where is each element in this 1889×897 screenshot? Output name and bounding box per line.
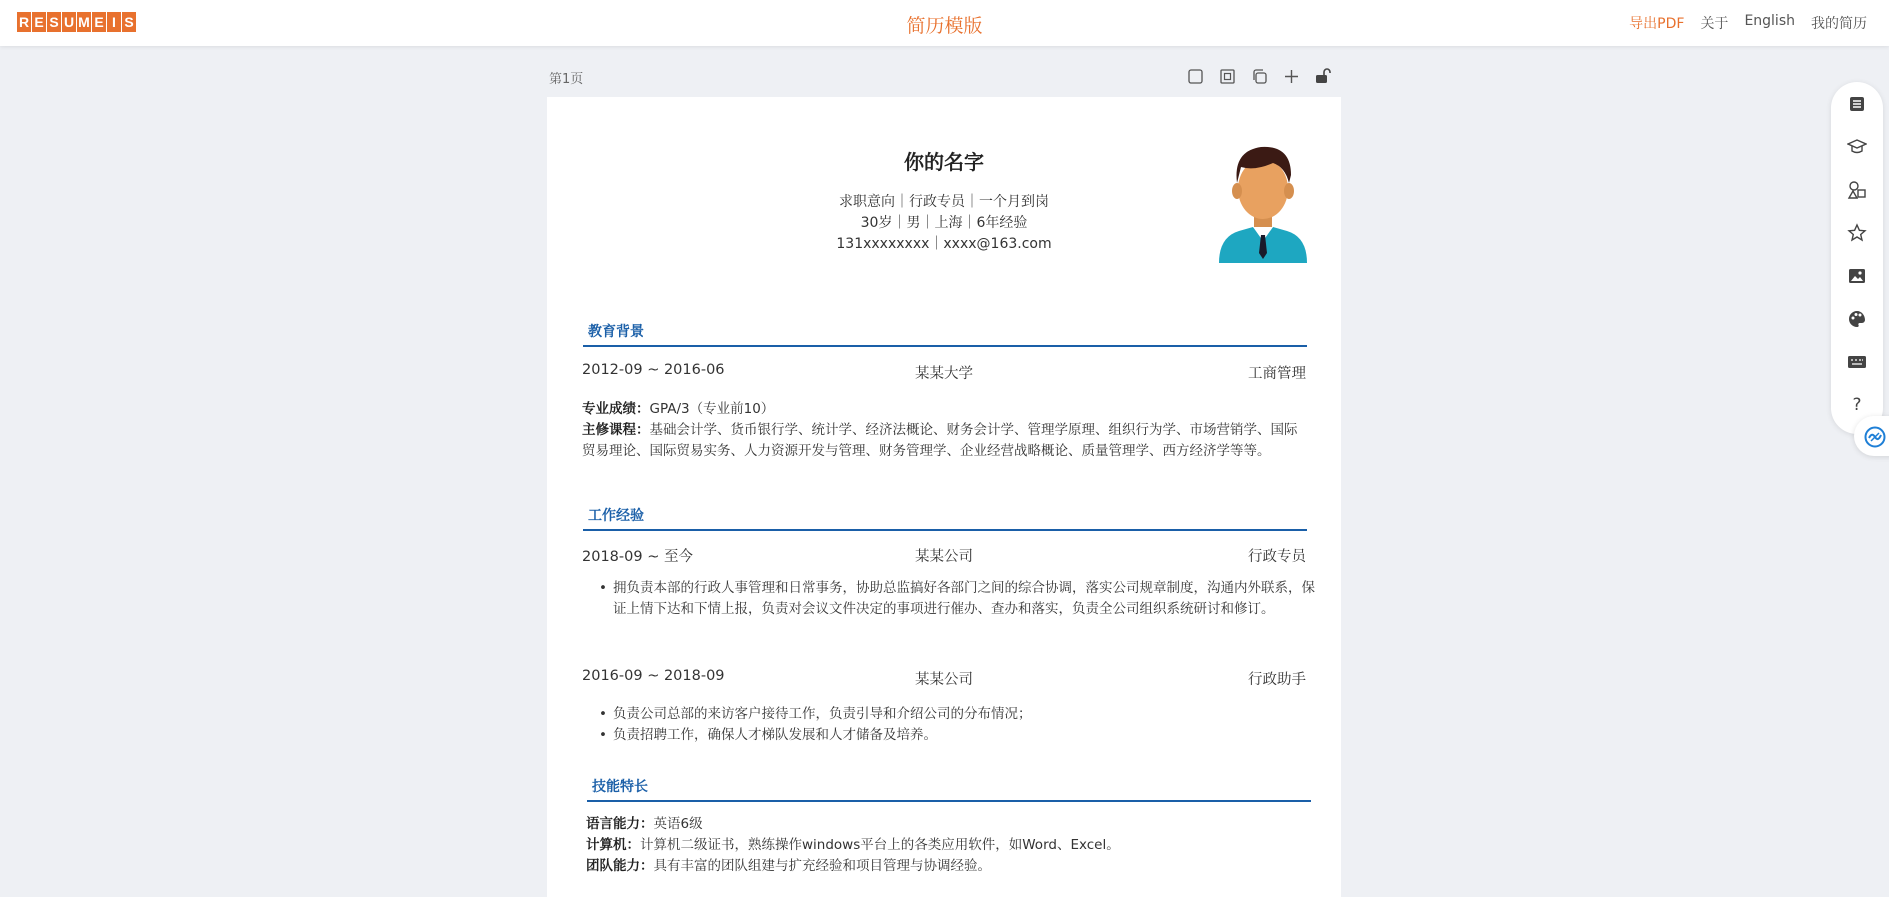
- top-header: [0, 0, 1889, 46]
- page-number-label: 第1页: [549, 72, 584, 87]
- unlock-icon[interactable]: [1314, 67, 1332, 85]
- copy-page-icon[interactable]: [1250, 67, 1268, 85]
- skill-value: 计算机二级证书，熟练操作windows平台上的各类应用软件，如Word、Excel。: [640, 837, 1120, 853]
- language-link[interactable]: English: [1744, 13, 1795, 29]
- checkbox-icon[interactable]: [1186, 67, 1204, 85]
- education-courses[interactable]: [582, 420, 1306, 462]
- info-line-basic[interactable]: 30岁｜男｜上海｜6年经验: [860, 215, 1028, 231]
- logo-letter: R: [18, 14, 30, 30]
- list-icon[interactable]: [1847, 94, 1867, 114]
- resume-name[interactable]: 你的名字: [904, 150, 984, 174]
- section-title: 教育背景: [588, 324, 644, 340]
- skill-item[interactable]: [586, 835, 1310, 856]
- job-period: 2018-09 ~ 至今: [582, 549, 693, 565]
- skill-value: 具有丰富的团队组建与扩充经验和项目管理与协调经验。: [653, 858, 991, 874]
- job-company: 某某公司: [914, 549, 973, 565]
- section-title: 工作经验: [588, 508, 644, 524]
- education-major: 工商管理: [1247, 366, 1306, 382]
- job-bullet[interactable]: • 负责招聘工作，确保人才梯队发展和人才储备及培养。: [599, 725, 1321, 746]
- translate-icon: [1864, 426, 1886, 452]
- job-row[interactable]: [582, 545, 1306, 566]
- logo-letter: S: [122, 12, 136, 32]
- page-title: 简历模版: [906, 15, 983, 37]
- info-line-objective[interactable]: 求职意向｜行政专员｜一个月到岗: [839, 194, 1049, 210]
- add-page-icon[interactable]: [1282, 67, 1300, 85]
- education-school: 某某大学: [914, 366, 973, 382]
- avatar[interactable]: [1215, 141, 1311, 267]
- about-link[interactable]: 关于: [1700, 16, 1729, 32]
- graduation-cap-icon[interactable]: [1847, 137, 1867, 157]
- page-toolbar: [1186, 67, 1332, 85]
- logo-letter: E: [92, 12, 106, 32]
- skill-item[interactable]: [586, 814, 1310, 835]
- skill-value: 英语6级: [653, 816, 703, 832]
- job-row[interactable]: [582, 668, 1306, 689]
- job-period: 2016-09 ~ 2018-09: [582, 668, 725, 684]
- help-icon[interactable]: ?: [1852, 395, 1862, 415]
- job-role: 行政助手: [1247, 672, 1306, 688]
- logo-letter: M: [78, 14, 90, 30]
- assistant-fab[interactable]: [1854, 416, 1889, 456]
- section-skills-header[interactable]: [587, 776, 1311, 802]
- export-pdf-link[interactable]: 导出PDF: [1629, 16, 1685, 32]
- job-bullet[interactable]: • 拥负责本部的行政人事管理和日常事务，协助总监搞好各部门之间的综合协调，落实公司规章制度，沟通内外联系，保证上情下达和下情上报，负责对会议文件决定的事项进行催办、查办和落实，负责全公司组织系统研讨和修订。: [599, 578, 1321, 620]
- job-company: 某某公司: [914, 672, 973, 688]
- palette-icon[interactable]: [1847, 309, 1867, 329]
- score-value: GPA/3（专业前10）: [649, 401, 775, 417]
- courses-value: 基础会计学、货币银行学、统计学、经济法概论、财务会计学、管理学原理、组织行为学、市场营销学、国际贸易理论、国际贸易实务、人力资源开发与管理、财务管理学、企业经营战略概论、质量管理学、西方经济学等等。: [582, 422, 1298, 459]
- job-role: 行政专员: [1247, 549, 1306, 565]
- section-work-header[interactable]: [583, 505, 1307, 531]
- skill-label: 团队能力：: [586, 858, 654, 874]
- logo-letter: U: [63, 14, 75, 30]
- shapes-icon[interactable]: [1847, 180, 1867, 200]
- education-period: 2012-09 ~ 2016-06: [582, 362, 725, 378]
- resume-page[interactable]: [547, 97, 1341, 897]
- info-line-contact[interactable]: 131xxxxxxxx｜xxxx@163.com: [836, 236, 1052, 252]
- my-resume-link[interactable]: 我的简历: [1811, 16, 1867, 32]
- top-nav: [1629, 13, 1867, 33]
- section-education-header[interactable]: [583, 321, 1307, 347]
- job-bullet[interactable]: • 负责公司总部的来访客户接待工作，负责引导和介绍公司的分布情况；: [599, 704, 1321, 725]
- logo-letter: S: [47, 12, 61, 32]
- fit-page-icon[interactable]: [1218, 67, 1236, 85]
- section-title: 技能特长: [592, 779, 648, 795]
- image-icon[interactable]: [1847, 266, 1867, 286]
- star-icon[interactable]: [1847, 223, 1867, 243]
- score-label: 专业成绩：: [582, 401, 650, 417]
- logo-letter: E: [32, 12, 46, 32]
- education-score[interactable]: [582, 399, 1306, 420]
- courses-label: 主修课程：: [582, 422, 650, 438]
- keyboard-icon[interactable]: [1847, 352, 1867, 372]
- skill-label: 语言能力：: [586, 816, 654, 832]
- right-sidebar: [1831, 82, 1883, 434]
- education-row[interactable]: [582, 362, 1306, 383]
- skill-item[interactable]: [586, 856, 1310, 877]
- logo-letter: I: [107, 12, 121, 32]
- skill-label: 计算机：: [586, 837, 640, 853]
